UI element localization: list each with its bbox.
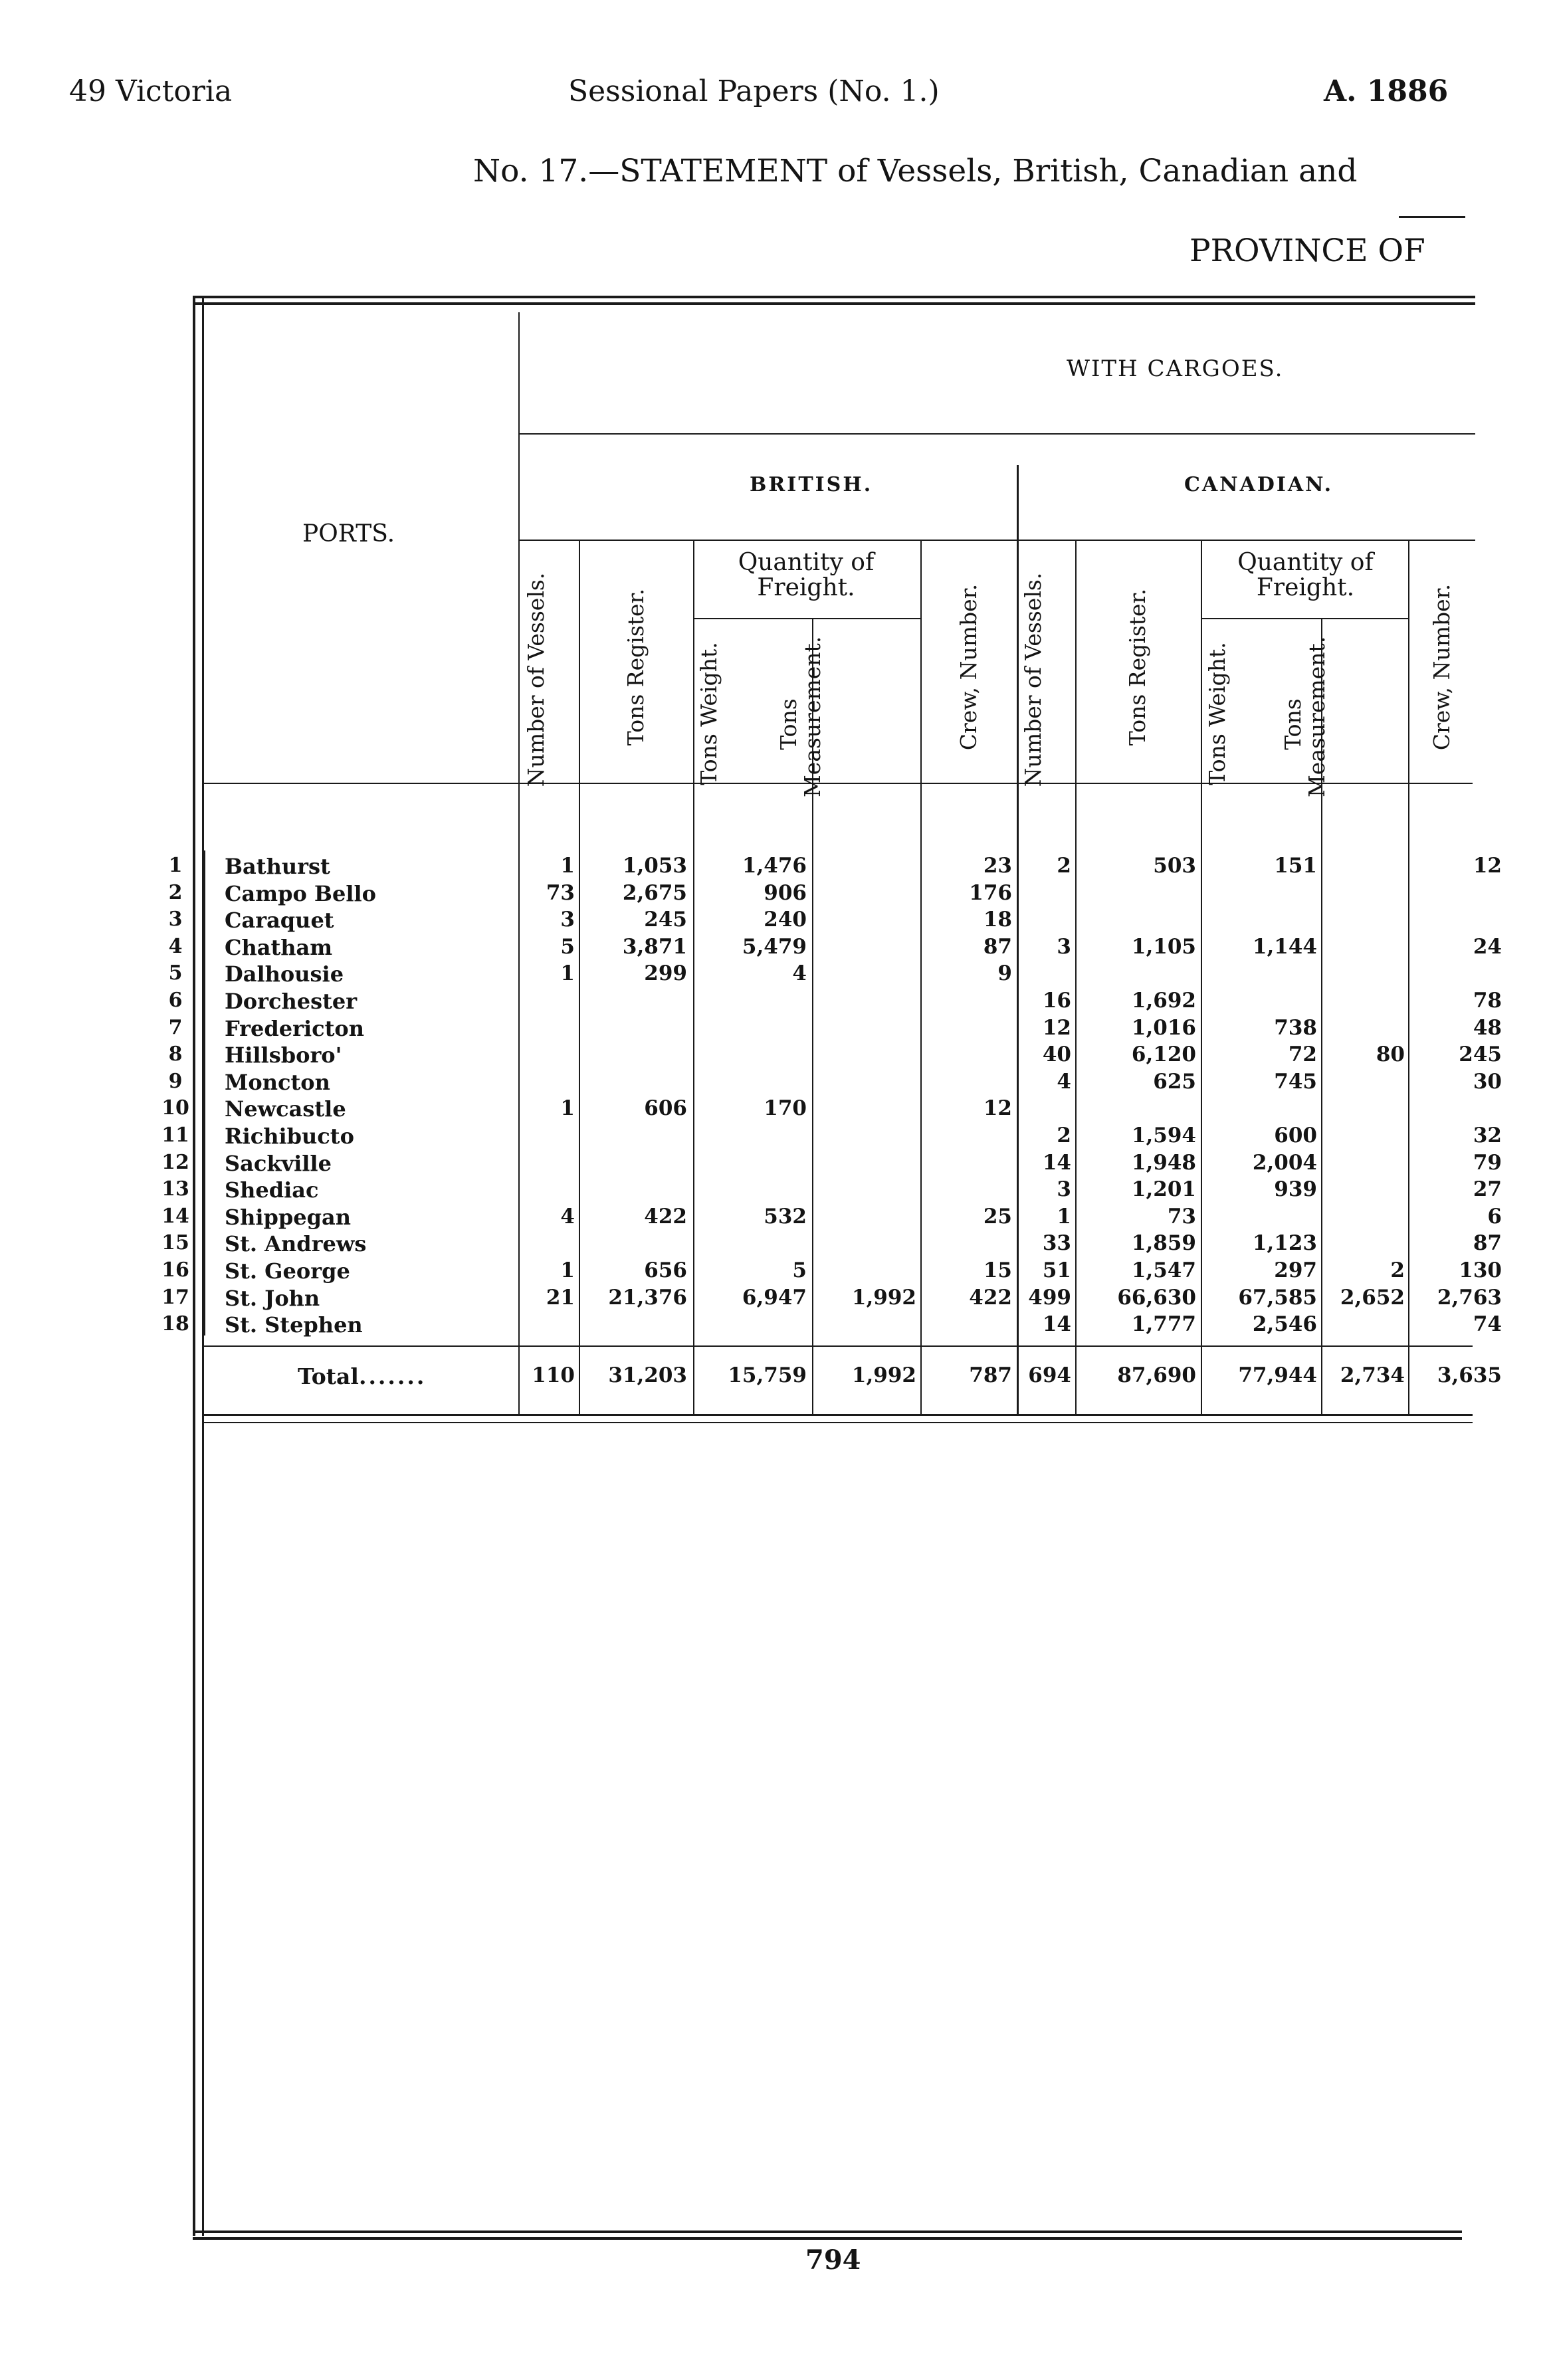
row-number: 11 [161,1124,189,1147]
port-name: St. Stephen [225,1312,363,1338]
cell-c-weight: 600 [1274,1124,1317,1147]
cell-c-vessels: 14 [1042,1312,1071,1336]
cell-b-vessels: 3 [560,908,575,932]
header-center: Sessional Papers (No. 1.) [568,74,940,108]
cell-b-crew: 87 [983,935,1012,959]
port-name: Moncton [225,1070,330,1095]
cell-b-vessels: 1 [560,854,575,878]
total-british-crew: 787 [969,1363,1012,1387]
cell-b-crew: 25 [983,1205,1012,1229]
cell-c-weight: 1,123 [1252,1231,1317,1255]
cell-b-crew: 422 [969,1286,1012,1310]
cell-c-crew: 79 [1473,1151,1502,1175]
cell-b-tons: 1,053 [622,854,687,878]
port-name: St. John [225,1286,320,1311]
cell-b-tons: 2,675 [622,881,687,905]
cell-c-tons: 1,859 [1131,1231,1196,1255]
row-number: 16 [161,1258,189,1282]
total-label-text: Total [298,1363,359,1389]
cell-b-tons: 299 [644,961,687,985]
port-name: Campo Bello [225,881,376,906]
british-freight-heading: Quantity of Freight. [738,549,875,601]
row-number: 5 [168,961,183,985]
row-number: 14 [161,1205,189,1228]
page-number: 794 [805,2244,861,2276]
british-tons-weight-header: Tons Weight. [696,642,722,785]
cell-c-weight: 2,004 [1252,1151,1317,1175]
cell-c-tons: 1,105 [1131,935,1196,959]
cell-b-meas: 1,992 [851,1286,916,1310]
port-name: Shippegan [225,1205,352,1230]
british-heading: BRITISH. [750,473,873,496]
with-cargoes-heading: WITH CARGOES. [1067,355,1284,382]
total-canadian-crew: 3,635 [1437,1363,1502,1387]
cell-b-tons: 21,376 [608,1286,687,1310]
cell-c-tons: 1,948 [1131,1151,1196,1175]
cell-c-crew: 74 [1473,1312,1502,1336]
cell-c-vessels: 40 [1042,1042,1071,1066]
canadian-tons-weight-header: Tons Weight. [1204,642,1230,785]
row-number: 7 [168,1016,183,1039]
row-number: 9 [168,1070,183,1093]
cell-c-vessels: 2 [1057,854,1071,878]
cell-b-vessels: 1 [560,1258,575,1282]
cell-b-weight: 532 [764,1205,807,1229]
cell-c-vessels: 499 [1028,1286,1071,1310]
row-number: 10 [161,1096,189,1120]
cell-c-weight: 72 [1288,1042,1317,1066]
cell-b-tons: 245 [644,908,687,932]
cell-c-tons: 1,201 [1131,1177,1196,1201]
cell-c-crew: 78 [1473,989,1502,1013]
canadian-tons-measurement-header: Tons Measurement. [1280,636,1330,797]
cell-c-tons: 1,547 [1131,1258,1196,1282]
cell-c-weight: 67,585 [1238,1286,1317,1310]
canadian-vessels-header: Number of Vessels. [1020,572,1046,787]
cell-b-weight: 5 [792,1258,807,1282]
ports-heading: PORTS. [302,520,395,547]
cell-c-vessels: 1 [1057,1205,1071,1229]
cell-c-tons: 1,016 [1131,1016,1196,1040]
cell-c-crew: 6 [1487,1205,1502,1229]
cell-b-weight: 6,947 [742,1286,807,1310]
cell-c-meas: 80 [1376,1042,1405,1066]
cell-c-meas: 2 [1390,1258,1405,1282]
port-name: Richibucto [225,1124,354,1149]
cell-b-crew: 12 [983,1096,1012,1120]
cell-c-vessels: 14 [1042,1151,1071,1175]
port-name: Dorchester [225,989,358,1014]
cell-c-crew: 27 [1473,1177,1502,1201]
row-number: 12 [161,1151,189,1174]
cell-b-crew: 23 [983,854,1012,878]
cell-c-weight: 738 [1274,1016,1317,1040]
statement-title: No. 17.—STATEMENT of Vessels, British, Canadian and [473,153,1358,189]
cell-c-tons: 625 [1153,1070,1196,1094]
cell-c-crew: 87 [1473,1231,1502,1255]
cell-b-crew: 176 [969,881,1012,905]
british-crew-header: Crew, Number. [956,583,982,751]
cell-b-weight: 906 [764,881,807,905]
cell-c-weight: 1,144 [1252,935,1317,959]
cell-c-tons: 1,692 [1131,989,1196,1013]
port-name: Sackville [225,1151,332,1176]
british-vessels-header: Number of Vessels. [523,572,549,787]
canadian-crew-header: Crew, Number. [1429,583,1455,751]
cell-b-tons: 656 [644,1258,687,1282]
cell-c-weight: 939 [1274,1177,1317,1201]
row-number: 17 [161,1286,189,1309]
cell-b-weight: 5,479 [742,935,807,959]
total-canadian-tons: 87,690 [1117,1363,1196,1387]
cell-b-vessels: 4 [560,1205,575,1229]
cell-c-crew: 2,763 [1437,1286,1502,1310]
row-number: 4 [168,935,183,958]
cell-c-vessels: 51 [1042,1258,1071,1282]
cell-c-meas: 2,652 [1340,1286,1405,1310]
row-number: 6 [168,989,183,1012]
cell-b-vessels: 5 [560,935,575,959]
cell-c-crew: 48 [1473,1016,1502,1040]
cell-c-tons: 1,594 [1131,1124,1196,1147]
port-name: St. Andrews [225,1231,367,1256]
row-number: 3 [168,908,183,931]
header-right: A. 1886 [1324,74,1449,108]
cell-c-vessels: 3 [1057,935,1071,959]
cell-c-vessels: 16 [1042,989,1071,1013]
port-name: Newcastle [225,1096,346,1122]
cell-b-crew: 15 [983,1258,1012,1282]
cell-b-vessels: 21 [546,1286,575,1310]
cell-c-vessels: 3 [1057,1177,1071,1201]
total-canadian-vessels: 694 [1028,1363,1071,1387]
total-british-vessels: 110 [532,1363,575,1387]
cell-c-tons: 66,630 [1117,1286,1196,1310]
total-canadian-measurement: 2,734 [1340,1363,1405,1387]
row-number: 13 [161,1177,189,1201]
cell-c-crew: 24 [1473,935,1502,959]
total-british-tons: 31,203 [608,1363,687,1387]
cell-c-weight: 151 [1274,854,1317,878]
total-label: Total....... [298,1363,427,1389]
cell-b-vessels: 1 [560,961,575,985]
cell-b-tons: 3,871 [622,935,687,959]
row-number: 1 [168,854,183,877]
row-number: 2 [168,881,183,904]
cell-b-tons: 606 [644,1096,687,1120]
british-tons-measurement-header: Tons Measurement. [776,636,825,797]
cell-c-tons: 6,120 [1131,1042,1196,1066]
title-rule [1399,216,1465,218]
cell-c-crew: 130 [1459,1258,1502,1282]
total-british-weight: 15,759 [728,1363,807,1387]
cell-c-crew: 12 [1473,854,1502,878]
canadian-freight-heading: Quantity of Freight. [1237,549,1374,601]
cell-c-crew: 245 [1459,1042,1502,1066]
cell-c-vessels: 4 [1057,1070,1071,1094]
cell-c-tons: 503 [1153,854,1196,878]
cell-b-crew: 9 [997,961,1012,985]
canadian-tons-register-header: Tons Register. [1124,588,1150,746]
port-name: Dalhousie [225,961,344,987]
cell-c-tons: 1,777 [1131,1312,1196,1336]
cell-b-tons: 422 [644,1205,687,1229]
header-left: 49 Victoria [69,74,233,108]
total-canadian-weight: 77,944 [1238,1363,1317,1387]
cell-b-weight: 1,476 [742,854,807,878]
cell-b-vessels: 1 [560,1096,575,1120]
cell-c-tons: 73 [1167,1205,1196,1229]
cell-b-weight: 240 [764,908,807,932]
cell-c-crew: 30 [1473,1070,1502,1094]
cell-c-vessels: 12 [1042,1016,1071,1040]
port-name: Chatham [225,935,333,960]
port-name: St. George [225,1258,350,1284]
cell-c-weight: 745 [1274,1070,1317,1094]
total-british-measurement: 1,992 [851,1363,916,1387]
british-tons-register-header: Tons Register. [623,588,649,746]
port-name: Fredericton [225,1016,364,1041]
row-number: 18 [161,1312,189,1336]
row-number: 15 [161,1231,189,1254]
cell-c-weight: 297 [1274,1258,1317,1282]
cell-c-weight: 2,546 [1252,1312,1317,1336]
cell-c-vessels: 2 [1057,1124,1071,1147]
port-name: Hillsboro' [225,1042,342,1068]
cell-b-weight: 4 [792,961,807,985]
port-name: Shediac [225,1177,319,1203]
cell-b-vessels: 73 [546,881,575,905]
cell-c-vessels: 33 [1042,1231,1071,1255]
port-name: Bathurst [225,854,330,879]
cell-b-weight: 170 [764,1096,807,1120]
row-number: 8 [168,1042,183,1066]
cell-c-crew: 32 [1473,1124,1502,1147]
province-heading: PROVINCE OF [1189,233,1425,269]
canadian-heading: CANADIAN. [1184,473,1334,496]
port-name: Caraquet [225,908,334,933]
cell-b-crew: 18 [983,908,1012,932]
